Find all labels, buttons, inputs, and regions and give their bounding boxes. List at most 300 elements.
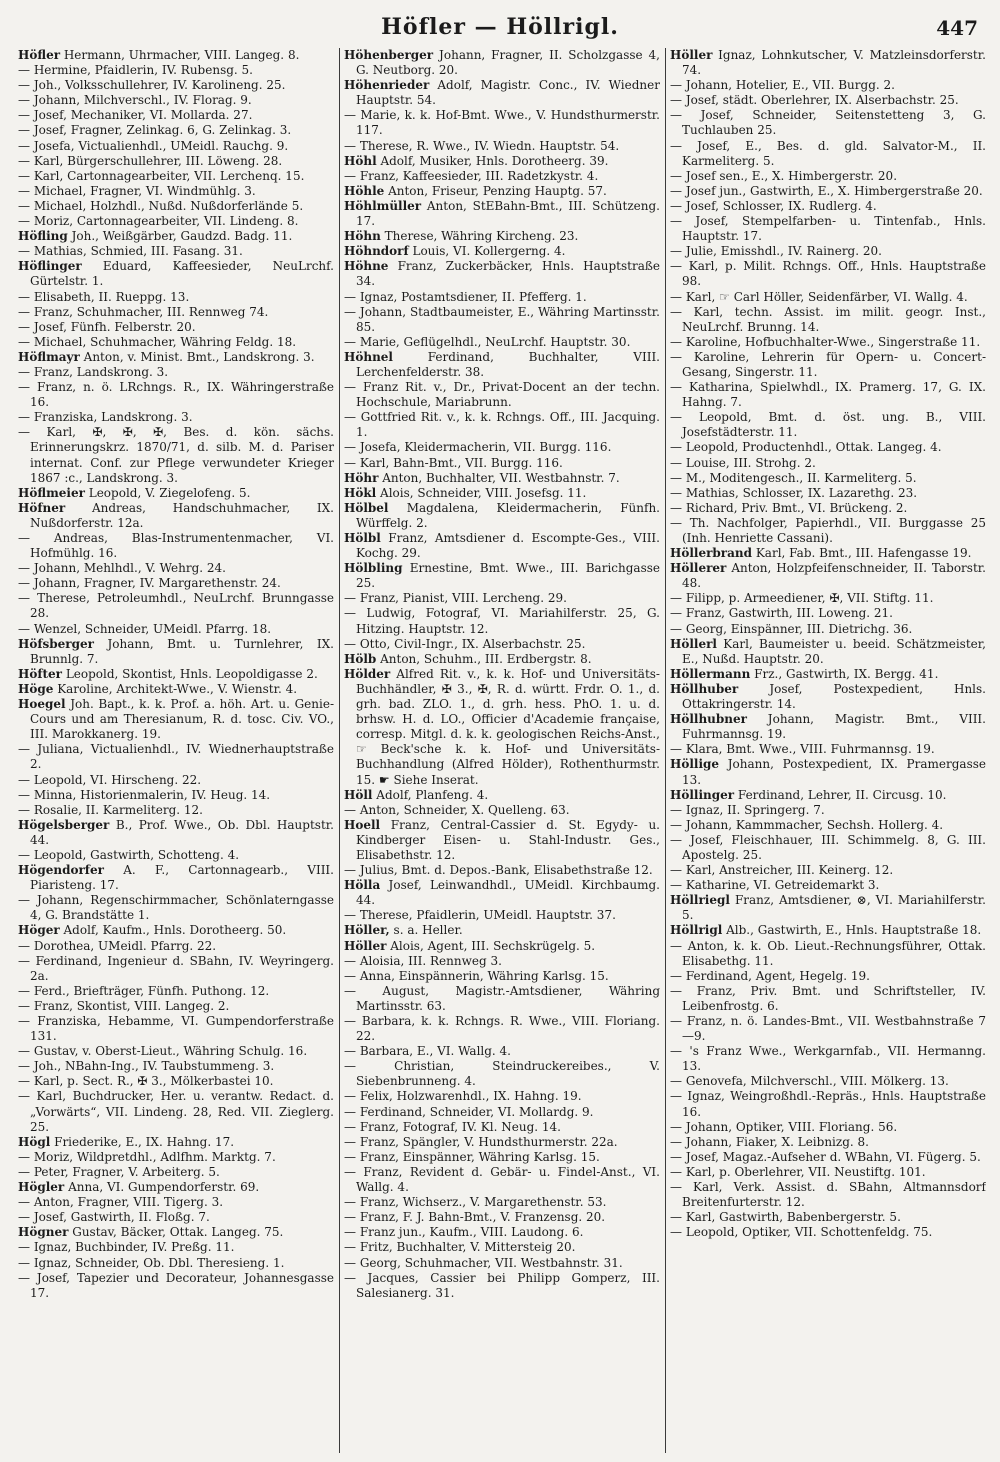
entry-text: — Leopold, Optiker, VII. Schottenfeldg. 75. [670,1225,933,1240]
directory-entry [670,591,986,606]
directory-entry [18,123,334,138]
directory-entry [670,878,986,893]
entry-surname: Högendorfer [18,863,104,878]
entry-text: Magdalena, Kleidermacherin, Fünfh. Würffelg. 2. [356,500,660,530]
entry-surname: Hölbling [344,561,403,576]
entry-text: — Ignaz, Weingroßhdl.-Repräs., Hnls. Hauptstraße 16. [670,1089,986,1119]
directory-entry [344,350,660,380]
column-3 [670,48,986,1453]
entry-text: Alois, Agent, III. Sechskrügelg. 5. [386,938,596,953]
directory-entry [670,561,986,591]
entry-text: Franz, Central-Cassier d. St. Egydy- u. Kindberger Eisen- u. Stahl-Industr. Ges., Elisabethstr. 12. [356,817,660,862]
directory-entry [344,1195,660,1210]
directory-entry [670,501,986,516]
entry-text: — Katharine, VI. Getreidemarkt 3. [670,878,880,893]
directory-entry [18,48,334,63]
directory-entry [670,923,986,938]
directory-entry [18,1014,334,1044]
directory-entry [18,169,334,184]
directory-entry [344,531,660,561]
directory-entry [18,1089,334,1134]
entry-text: — Franz, Kaffeesieder, III. Radetzkystr. 4. [344,168,599,183]
entry-text: — Therese, Pfaidlerin, UMeidl. Hauptstr. 37. [344,908,616,923]
directory-entry [670,259,986,289]
directory-entry [344,939,660,954]
entry-text: — Minna, Historienmalerin, IV. Heug. 14. [18,787,271,802]
directory-entry [344,1120,660,1135]
entry-surname: Höllerl [670,636,717,651]
entry-text: — Franz, Pianist, VIII. Lercheng. 29. [344,591,567,606]
entry-text: Josef, Leinwandhdl., UMeidl. Kirchbaumg. 44. [356,878,660,908]
entry-text: — Franz, Revident d. Gebär- u. Findel-Anst., VI. Wallg. 4. [344,1164,660,1195]
entry-text: Friederike, E., IX. Hahng. 17. [50,1134,235,1149]
entry-text: — Gottfried Rit. v., k. k. Rchngs. Off., III. Jacquing. 1. [344,410,660,440]
entry-text: — Julius, Bmt. d. Depos.-Bank, Elisabethstraße 12. [344,863,653,878]
entry-text: — Ludwig, Fotograf, VI. Mariahilferstr. 25, G. Hitzing. Hauptstr. 12. [344,606,660,636]
entry-surname: Höfner [18,500,66,515]
directory-entry [670,48,986,78]
directory-entry [18,1271,334,1301]
entry-text: — Franz, Gastwirth, III. Loweng. 21. [670,606,893,621]
entry-text: Anton, Schuhm., III. Erdbergstr. 8. [376,651,592,666]
entry-surname: Höhnel [344,349,393,364]
entry-text: — Anton, Fragner, VIII. Tigerg. 3. [18,1195,224,1210]
directory-entry [670,290,986,305]
entry-text: — Th. Nachfolger, Papierhdl., VII. Burggasse 25 (Inh. Henriette Cassani). [670,515,986,545]
directory-entry [18,259,334,289]
directory-entry [18,591,334,621]
directory-entry [18,999,334,1014]
entry-surname: Höller [670,48,713,62]
entry-text: — Franz, Spängler, V. Hundsthurmerstr. 22a. [344,1134,618,1149]
entry-surname: Höller [344,938,387,953]
entry-text: — Joh., Volksschullehrer, IV. Karolineng. 25. [18,78,286,93]
directory-entry [18,1044,334,1059]
directory-entry [18,1150,334,1165]
directory-entry [18,863,334,893]
entry-text: — Franz, Landskrong. 3. [18,364,169,379]
directory-entry [670,637,986,667]
entry-text: Johann, Magistr. Bmt., VIII. Fuhrmannsg. 19. [682,712,986,742]
entry-text: — Moriz, Cartonnagearbeiter, VII. Lindeng. 8. [18,214,299,229]
entry-text: s. a. Heller. [389,923,463,938]
entry-surname: Höger [18,923,60,938]
entry-text: Ferdinand, Lehrer, II. Circusg. 10. [734,787,947,802]
entry-text: — Karl, p. Sect. R., ✠ 3., Mölkerbastei 10. [18,1074,274,1089]
directory-entry [670,893,986,923]
entry-text: — Marie, k. k. Hof-Bmt. Wwe., V. Hundsthurmerstr. 117. [344,108,660,138]
directory-entry [18,199,334,214]
entry-text: — August, Magistr.-Amtsdiener, Währing Martinsstr. 63. [344,983,660,1013]
directory-entry [344,139,660,154]
directory-entry [18,335,334,350]
entry-text: Louis, VI. Kollergerng. 4. [408,244,566,259]
directory-entry [670,486,986,501]
directory-entry [670,757,986,787]
page-number: 447 [936,16,978,40]
directory-entry [344,923,660,938]
directory-entry [344,290,660,305]
entry-surname: Höflinger [18,259,82,274]
directory-entry [670,1089,986,1119]
directory-entry [18,803,334,818]
directory-entry [18,305,334,320]
directory-entry [670,410,986,440]
entry-text: — Karl, ✠, ✠, ✠, Bes. d. kön. sächs. Erinnerungskrz. 1870/71, d. silb. M. d. Pariser internat. Conf. zur Pflege verwundeter Krieger 1867 :c., Landskrong. 3. [18,425,334,485]
directory-entry [670,742,986,757]
directory-entry [18,108,334,123]
directory-entry [670,712,986,742]
entry-text: — Michael, Fragner, VI. Windmühlg. 3. [18,183,256,198]
directory-entry [344,1210,660,1225]
entry-text: Anna, VI. Gumpendorferstr. 69. [64,1180,260,1195]
directory-entry [344,878,660,908]
entry-text: — Genovefa, Milchverschl., VIII. Mölkerg. 13. [670,1074,949,1089]
entry-text: — Ignaz, Schneider, Ob. Dbl. Theresieng. 1. [18,1255,285,1270]
directory-entry [18,1074,334,1089]
directory-entry [344,380,660,410]
directory-entry [18,350,334,365]
entry-text: — Karl, Buchdrucker, Her. u. verantw. Redact. d. „Vorwärts“, VII. Lindeng. 28, Red. VII. Zieglerg. 25. [18,1089,334,1134]
directory-entry [344,259,660,289]
entry-surname: Höllrigl [670,923,723,938]
entry-text: Franz, Amtsdiener, ⊗, VI. Mariahilferstr. 5. [682,893,986,923]
directory-entry [344,229,660,244]
entry-surname: Höhle [344,183,385,198]
entry-text: Ernestine, Bmt. Wwe., III. Barichgasse 25. [356,561,660,591]
entry-text: Johann, Bmt. u. Turnlehrer, IX. Brunnlg. 7. [30,636,334,666]
entry-text: Frz., Gastwirth, IX. Bergg. 41. [750,666,939,681]
entry-text: — Mathias, Schmied, III. Fasang. 31. [18,244,243,259]
directory-entry [18,923,334,938]
entry-text: — Josef, Stempelfarben- u. Tintenfab., Hnls. Hauptstr. 17. [670,214,986,244]
entry-surname: Hölla [344,878,381,893]
entry-text: — Karoline, Hofbuchhalter-Wwe., Singerstraße 11. [670,334,981,349]
directory-entry [18,501,334,531]
directory-entry [18,1135,334,1150]
entry-text: — Karl, Bürgerschullehrer, III. Löweng. 28. [18,153,283,168]
directory-entry [344,184,660,199]
directory-entry [18,320,334,335]
entry-text: — Josef, Fünfh. Felberstr. 20. [18,319,196,334]
entry-surname: Höller, [344,923,390,938]
directory-entry [18,229,334,244]
entry-text: — Franziska, Hebamme, VI. Gumpendorferstraße 131. [18,1014,334,1044]
entry-text: — Peter, Fragner, V. Arbeiterg. 5. [18,1164,220,1179]
directory-entry [344,199,660,229]
entry-text: — Ignaz, II. Springerg. 7. [670,802,825,817]
entry-text: — Karl, Bahn-Bmt., VII. Burgg. 116. [344,455,563,470]
entry-surname: Hoegel [18,697,66,712]
directory-entry [344,440,660,455]
directory-entry [344,1225,660,1240]
entry-surname: Höllriegl [670,893,730,908]
entry-text: Ignaz, Lohnkutscher, V. Matzleinsdorferstr. 74. [682,48,986,78]
directory-entry [18,365,334,380]
directory-entry [670,335,986,350]
entry-text: — Franz Rit. v., Dr., Privat-Docent an der techn. Hochschule, Mariabrunn. [344,380,660,410]
running-title: Höfler — Höllrigl. [381,14,619,40]
entry-surname: Högelsberger [18,817,110,832]
entry-text: — Otto, Civil-Ingr., IX. Alserbachstr. 25. [344,636,586,651]
directory-entry [18,1225,334,1240]
directory-entry [344,456,660,471]
entry-text: Adolf, Kaufm., Hnls. Dorotheerg. 50. [59,923,287,938]
directory-entry [670,1225,986,1240]
entry-text: — Julie, Emisshdl., IV. Rainerg. 20. [670,244,882,259]
entry-text: — Ferdinand, Schneider, VI. Mollardg. 9. [344,1104,594,1119]
entry-text: — Johann, Hotelier, E., VII. Burgg. 2. [670,78,895,93]
entry-text: Adolf, Magistr. Conc., IV. Wiedner Hauptstr. 54. [356,78,660,108]
page-header [0,12,1000,46]
entry-text: — Marie, Geflügelhdl., NeuLrchf. Hauptstr. 30. [344,334,631,349]
entry-surname: Höllerer [670,561,727,576]
entry-text: Adolf, Musiker, Hnls. Dorotheerg. 39. [376,153,609,168]
directory-entry [344,984,660,1014]
directory-entry [344,561,660,591]
entry-text: Adolf, Planfeng. 4. [372,787,489,802]
directory-entry [18,697,334,742]
directory-entry [18,410,334,425]
entry-text: — Louise, III. Strohg. 2. [670,455,816,470]
directory-entry [18,244,334,259]
entry-text: — Josef jun., Gastwirth, E., X. Himbergerstraße 20. [670,183,983,198]
column-1 [18,48,334,1453]
entry-text: Josef, Postexpedient, Hnls. Ottakringerstr. 14. [682,681,986,712]
entry-text: — Josefa, Kleidermacherin, VII. Burgg. 116. [344,440,612,455]
entry-text: — Karl, p. Milit. Rchngs. Off., Hnls. Hauptstraße 98. [670,259,986,289]
directory-entry [344,335,660,350]
entry-text: Andreas, Handschuhmacher, IX. Nußdorferstr. 12a. [30,500,334,530]
column-divider [665,48,666,1453]
directory-entry [344,606,660,636]
entry-text: Ferdinand, Buchhalter, VIII. Lerchenfelderstr. 38. [356,349,660,379]
directory-entry [18,939,334,954]
directory-entry [344,908,660,923]
directory-entry [670,184,986,199]
directory-entry [670,169,986,184]
directory-entry [344,969,660,984]
directory-entry [18,154,334,169]
entry-surname: Hölbl [344,531,381,545]
entry-text: — Josef sen., E., X. Himbergerstr. 20. [670,168,898,183]
entry-text: Anton, Buchhalter, VII. Westbahnstr. 7. [378,470,620,485]
entry-text: — Rosalie, II. Karmeliterg. 12. [18,802,203,817]
entry-surname: Högler [18,1180,65,1195]
entry-surname: Höllermann [670,666,751,681]
columns-container [18,48,986,1453]
directory-entry [670,244,986,259]
directory-entry [18,531,334,561]
directory-entry [18,622,334,637]
entry-surname: Höll [344,787,373,802]
directory-entry [670,1135,986,1150]
entry-text: — Karl, techn. Assist. im milit. geogr. Inst., NeuLrchf. Brunng. 14. [670,304,986,334]
directory-entry [18,984,334,999]
directory-entry [18,63,334,78]
entry-text: — Karl, p. Oberlehrer, VII. Neustiftg. 101. [670,1164,926,1179]
entry-text: — Johann, Stadtbaumeister, E., Währing Martinsstr. 85. [344,304,660,334]
directory-entry [18,576,334,591]
entry-text: — Andreas, Blas-Instrumentenmacher, VI. Hofmühlg. 16. [18,531,334,561]
entry-text: — Dorothea, UMeidl. Pfarrg. 22. [18,938,217,953]
entry-surname: Hölder [344,666,391,681]
entry-text: Joh., Weißgärber, Gaudzd. Badg. 11. [67,229,293,244]
directory-entry [344,1044,660,1059]
directory-entry [670,833,986,863]
entry-text: Leopold, V. Ziegelofeng. 5. [84,485,251,500]
directory-entry [344,501,660,531]
entry-text: Franz, Amtsdiener d. Escompte-Ges., VIII. Kochg. 29. [356,531,660,561]
directory-entry [344,818,660,863]
entry-text: — Richard, Priv. Bmt., VI. Brückeng. 2. [670,500,908,515]
directory-entry [670,350,986,380]
directory-entry [670,546,986,561]
entry-text: — Franz, n. ö. LRchngs. R., IX. Währingerstraße 16. [18,380,334,410]
entry-text: — Josef, Magaz.-Aufseher d. WBahn, VI. Fügerg. 5. [670,1149,981,1164]
directory-entry [670,440,986,455]
entry-text: Johann, Fragner, II. Scholzgasse 4, G. Neutborg. 20. [356,48,660,78]
directory-entry [18,425,334,485]
entry-text: — Ferdinand, Agent, Hegelg. 19. [670,968,870,983]
entry-text: — Michael, Holzhdl., Nußd. Nußdorferlände 5. [18,198,304,213]
directory-entry [18,1195,334,1210]
entry-text: Hermann, Uhrmacher, VIII. Langeg. 8. [60,48,300,62]
directory-entry [670,456,986,471]
directory-entry [344,591,660,606]
entry-text: Eduard, Kaffeesieder, NeuLrchf. Gürtelstr. 1. [30,259,334,289]
directory-entry [18,773,334,788]
entry-text: — Elisabeth, II. Rueppg. 13. [18,289,190,304]
entry-surname: Höllhuber [670,681,739,696]
entry-text: — Christian, Steindruckereibes., V. Siebenbrunneng. 4. [344,1059,660,1089]
entry-text: — Franz jun., Kaufm., VIII. Laudong. 6. [344,1225,584,1240]
directory-entry [670,108,986,138]
entry-surname: Hökl [344,485,377,500]
entry-text: — Josef, Fleischhauer, III. Schimmelg. 8, G. III. Apostelg. 25. [670,832,986,862]
directory-entry [670,1180,986,1210]
entry-text: — Josef, E., Bes. d. gld. Salvator-M., II. Karmeliterg. 5. [670,138,986,168]
entry-text: — Ferd., Briefträger, Fünfh. Puthong. 12. [18,983,270,998]
entry-text: — Therese, Petroleumhdl., NeuLrchf. Brunngasse 28. [18,591,334,621]
entry-text: — Josef, Fragner, Zelinkag. 6, G. Zelinkag. 3. [18,123,292,138]
entry-text: — Ignaz, Buchbinder, IV. Preßg. 11. [18,1240,235,1255]
entry-text: — Franz, Fotograf, IV. Kl. Neug. 14. [344,1119,561,1134]
directory-entry [670,305,986,335]
directory-entry [344,108,660,138]
directory-entry [670,939,986,969]
entry-surname: Höhr [344,470,379,485]
entry-surname: Höhne [344,259,389,274]
entry-text: Karl, Fab. Bmt., III. Hafengasse 19. [752,546,972,561]
directory-entry [344,652,660,667]
directory-entry [344,486,660,501]
entry-text: — Felix, Holzwarenhdl., IX. Hahng. 19. [344,1089,582,1104]
directory-entry [344,1271,660,1301]
directory-entry [344,1135,660,1150]
directory-entry [670,1210,986,1225]
entry-text: — Josefa, Victualienhdl., UMeidl. Rauchg. 9. [18,138,289,153]
entry-text: — Anton, Schneider, X. Quelleng. 63. [344,802,570,817]
directory-entry [18,818,334,848]
entry-surname: Höllhubner [670,712,747,727]
directory-entry [18,1180,334,1195]
directory-entry [670,682,986,712]
directory-entry [344,154,660,169]
directory-entry [344,803,660,818]
entry-surname: Höge [18,681,54,696]
entry-surname: Höfsberger [18,636,94,651]
entry-text: — Karl, Gastwirth, Babenbergerstr. 5. [670,1210,901,1225]
entry-text: — 's Franz Wwe., Werkgarnfab., VII. Hermanng. 13. [670,1044,986,1074]
entry-text: — Aloisia, III. Rennweg 3. [344,953,502,968]
entry-text: — Barbara, E., VI. Wallg. 4. [344,1044,511,1059]
entry-text: — Ferdinand, Ingenieur d. SBahn, IV. Weyringerg. 2a. [18,953,334,983]
entry-surname: Höllinger [670,787,735,802]
entry-surname: Hölb [344,651,377,666]
entry-text: — Johann, Regenschirmmacher, Schönlaterngasse 4, G. Brandstätte 1. [18,893,334,923]
entry-text: — Franz, Priv. Bmt. und Schriftsteller, IV. Leibenfrostg. 6. [670,983,986,1013]
entry-text: — Karl, Anstreicher, III. Keinerg. 12. [670,863,894,878]
entry-text: — Josef, Tapezier und Decorateur, Johannesgasse 17. [18,1270,334,1300]
entry-text: — Josef, Mechaniker, VI. Mollarda. 27. [18,108,253,123]
entry-text: — Georg, Einspänner, III. Dietrichg. 36. [670,621,913,636]
entry-text: Alfred Rit. v., k. k. Hof- und Universitäts-Buchhändler, ✠ 3., ✠, R. d. württ. Frdr. O. 1., d. grh. bad. ZLO. 1., d. grh. hess. PhO. 1. u. d. brhsw. H. d. LO., Officier d'Academie française, corresp. Mitgl. d. k. k. geologischen Reichs-Anst., ☞ Beck'sche k. k. Hof- und Universitäts-Buchhandlung (Alfred Hölder), Rothenthurmstr. 15. ☛ Siehe Inserat. [356,666,660,787]
directory-entry [344,244,660,259]
directory-entry [670,622,986,637]
entry-text: Leopold, Skontist, Hnls. Leopoldigasse 2. [62,666,318,681]
directory-entry [344,410,660,440]
directory-entry [670,606,986,621]
entry-text: — Johann, Mehlhdl., V. Wehrg. 24. [18,561,226,576]
entry-text: — Georg, Schuhmacher, VII. Westbahnstr. 31. [344,1255,623,1270]
entry-text: — Karl, Cartonnagearbeiter, VII. Lerchenq. 15. [18,168,305,183]
directory-entry [670,380,986,410]
entry-surname: Höllige [670,757,720,772]
entry-text: — Josef, städt. Oberlehrer, IX. Alserbachstr. 25. [670,93,959,108]
entry-text: — Moriz, Wildpretdhl., Adlfhm. Marktg. 7. [18,1149,276,1164]
entry-text: — Johann, Milchverschl., IV. Florag. 9. [18,93,252,108]
entry-text: A. F., Cartonnagearb., VIII. Piaristeng. 17. [30,863,334,893]
entry-surname: Höflmeier [18,485,85,500]
directory-entry [670,803,986,818]
directory-entry [18,139,334,154]
entry-text: Franz, Zuckerbäcker, Hnls. Hauptstraße 34. [356,259,660,289]
directory-entry [670,1044,986,1074]
entry-surname: Höfling [18,229,68,244]
entry-text: — Michael, Schuhmacher, Währing Feldg. 18. [18,334,297,349]
entry-text: Alb., Gastwirth, E., Hnls. Hauptstraße 18. [722,923,982,938]
entry-text: — Leopold, VI. Hirscheng. 22. [18,772,202,787]
entry-surname: Hölbel [344,500,389,515]
entry-text: Therese, Währing Kircheng. 23. [380,229,579,244]
directory-entry [344,1059,660,1089]
entry-text: — Mathias, Schlosser, IX. Lazarethg. 23. [670,485,918,500]
column-divider [339,48,340,1453]
directory-entry [18,1240,334,1255]
entry-text: — Juliana, Victualienhdl., IV. Wiednerhauptstraße 2. [18,742,334,772]
directory-entry [344,1165,660,1195]
directory-entry [670,984,986,1014]
directory-entry [18,290,334,305]
directory-entry [344,1014,660,1044]
entry-text: — Ignaz, Postamtsdiener, II. Pfefferg. 1. [344,289,587,304]
column-2 [344,48,660,1453]
directory-entry [18,561,334,576]
entry-text: — Filipp, p. Armeediener, ✠, VII. Stiftg. 11. [670,591,934,606]
entry-surname: Höhl [344,153,377,168]
directory-entry [670,93,986,108]
